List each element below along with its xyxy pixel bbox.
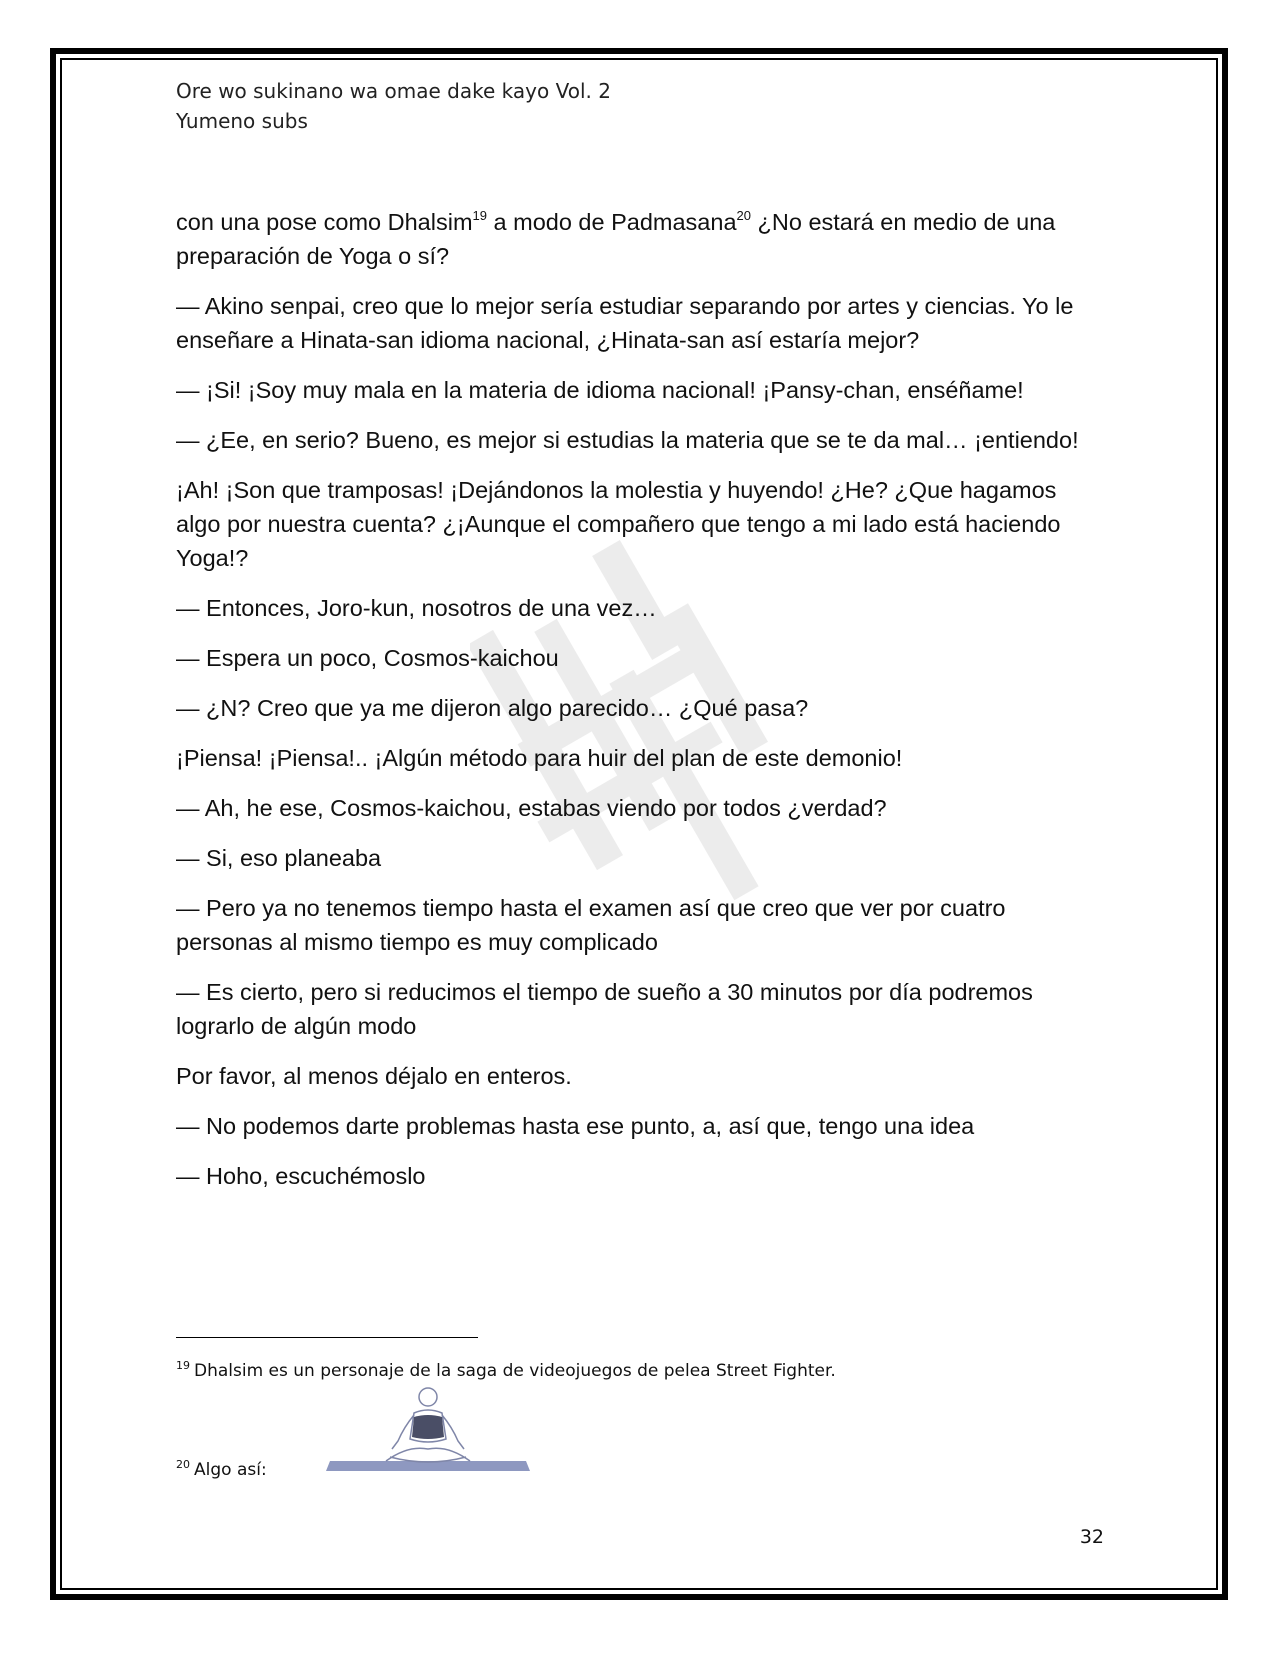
paragraph: — Es cierto, pero si reducimos el tiempo de sueño a 30 minutos por día podremos lograrlo de algún modo <box>176 979 1033 1039</box>
paragraph-text: con una pose como Dhalsim <box>176 209 473 235</box>
footnote-ref-19[interactable]: 19 <box>472 208 487 223</box>
paragraph: — Espera un poco, Cosmos-kaichou <box>176 645 559 671</box>
paragraph: Por favor, al menos déjalo en enteros. <box>176 1063 572 1089</box>
document-header <box>176 76 611 136</box>
paragraph: ¡Ah! ¡Son que tramposas! ¡Dejándonos la molestia y huyendo! ¿He? ¿Que hagamos algo por nuestra cuenta? ¿¡Aunque el compañero que tengo a mi lado está haciendo Yoga!? <box>176 477 1061 571</box>
paragraph: — Ah, he ese, Cosmos-kaichou, estabas viendo por todos ¿verdad? <box>176 795 887 821</box>
yoga-figure-top <box>412 1415 444 1439</box>
footnote-20 <box>176 1454 267 1481</box>
body-text <box>176 205 1106 1209</box>
footnote-number: 19 <box>176 1359 190 1372</box>
paragraph: — No podemos darte problemas hasta ese punto, a, así que, tengo una idea <box>176 1113 975 1139</box>
paragraph: — Si, eso planeaba <box>176 845 382 871</box>
paragraph: — Entonces, Joro-kun, nosotros de una vez… <box>176 595 657 621</box>
footnote-text: Algo así: <box>194 1460 267 1480</box>
header-title: Ore wo sukinano wa omae dake kayo Vol. 2 <box>176 79 611 103</box>
page-number: 32 <box>1079 1526 1104 1548</box>
paragraph-text: a modo de Padmasana <box>486 209 737 235</box>
footnote-number: 20 <box>176 1458 190 1471</box>
footnote-ref-20[interactable]: 20 <box>736 208 751 223</box>
paragraph: — Akino senpai, creo que lo mejor sería estudiar separando por artes y ciencias. Yo le enseñare a Hinata-san idioma nacional, ¿Hinata-san así estaría mejor? <box>176 293 1074 353</box>
yoga-pose-image <box>268 1383 568 1473</box>
footnote-19 <box>176 1355 836 1382</box>
paragraph: — Pero ya no tenemos tiempo hasta el examen así que creo que ver por cuatro personas al mismo tiempo es muy complicado <box>176 895 1006 955</box>
paragraph-text: ¿No estará en medio de una preparación de Yoga o sí? <box>176 209 1056 269</box>
paragraph: — ¿N? Creo que ya me dijeron algo parecido… ¿Qué pasa? <box>176 695 809 721</box>
paragraph: — Hoho, escuchémoslo <box>176 1163 426 1189</box>
paragraph: ¡Piensa! ¡Piensa!.. ¡Algún método para huir del plan de este demonio! <box>176 745 903 771</box>
paragraph: — ¡Si! ¡Soy muy mala en la materia de idioma nacional! ¡Pansy-chan, enséñame! <box>176 377 1024 403</box>
paragraph <box>176 205 1106 273</box>
footnote-separator <box>176 1337 478 1338</box>
header-group: Yumeno subs <box>176 109 308 133</box>
paragraph: — ¿Ee, en serio? Bueno, es mejor si estudias la materia que se te da mal… ¡entiendo! <box>176 427 1079 453</box>
footnote-text: Dhalsim es un personaje de la saga de videojuegos de pelea Street Fighter. <box>194 1361 836 1381</box>
